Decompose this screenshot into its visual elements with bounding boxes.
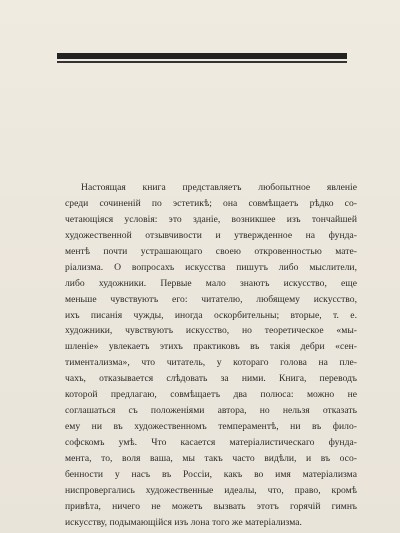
text-line: художественной отзывчивости и утвержденное на фунда- [65,229,357,241]
text-line: чахъ, отказывается слѣдовать за ними. Книга, переводъ [65,373,357,385]
text-line: мента, то, воля ваша, мы такъ часто видѣли, и въ осо- [65,452,357,464]
text-line: бенности у насъ въ Россіи, какъ во имя матеріализма [65,468,357,480]
text-line: ихъ писанія чужды, иногда оскорбительны; вторые, т. е. [65,309,357,321]
text-line: ниспровергались художественные идеалы, что, право, кромѣ [65,484,357,496]
preface-paragraph [65,180,357,531]
text-line: Настоящая книга представляетъ любопытное явленіе [81,182,357,193]
text-line: шленіе» увлекаетъ этихъ практиковъ въ такія дебри «сен- [65,341,357,353]
text-line: среди сочиненій по эстетикѣ; она совмѣщаетъ рѣдко со- [65,197,357,209]
text-line: ріализма. О вопросахъ искусства пишутъ либо мыслители, [65,261,357,273]
text-line: привѣта, ничего не можетъ вызвать этотъ горячій гимнъ [65,500,357,512]
text-line: искусству, подымающійся изъ лона того же матеріализма. [65,516,302,528]
header-rule-thin [57,61,347,63]
text-line: ему ни въ художественномъ темпераментѣ, ни въ фило- [65,421,357,433]
text-line: художники, чувствуютъ искусство, но теоретическое «мы- [65,325,357,337]
header-rule-thick [57,53,347,59]
text-line: либо художники. Первые мало знаютъ искусство, еще [65,277,357,289]
text-line: тиментализма», что читатель, у котораго голова на пле- [65,357,357,369]
text-line: меньше чувствуютъ его: читателю, любящему искусство, [65,293,357,305]
text-line: четающіяся условія: это зданіе, возникшее изъ тончайшей [65,213,357,225]
text-line: софскомъ умѣ. Что касается матеріалистическаго фунда- [65,437,357,448]
text-line: ментѣ почти устрашающаго своею откровенностью мате- [65,245,357,257]
text-line: соглашаться съ положеніями автора, но нельзя отказать [65,405,357,417]
text-line: которой предлагаю, совмѣщаетъ два полюса: можно не [65,389,357,401]
